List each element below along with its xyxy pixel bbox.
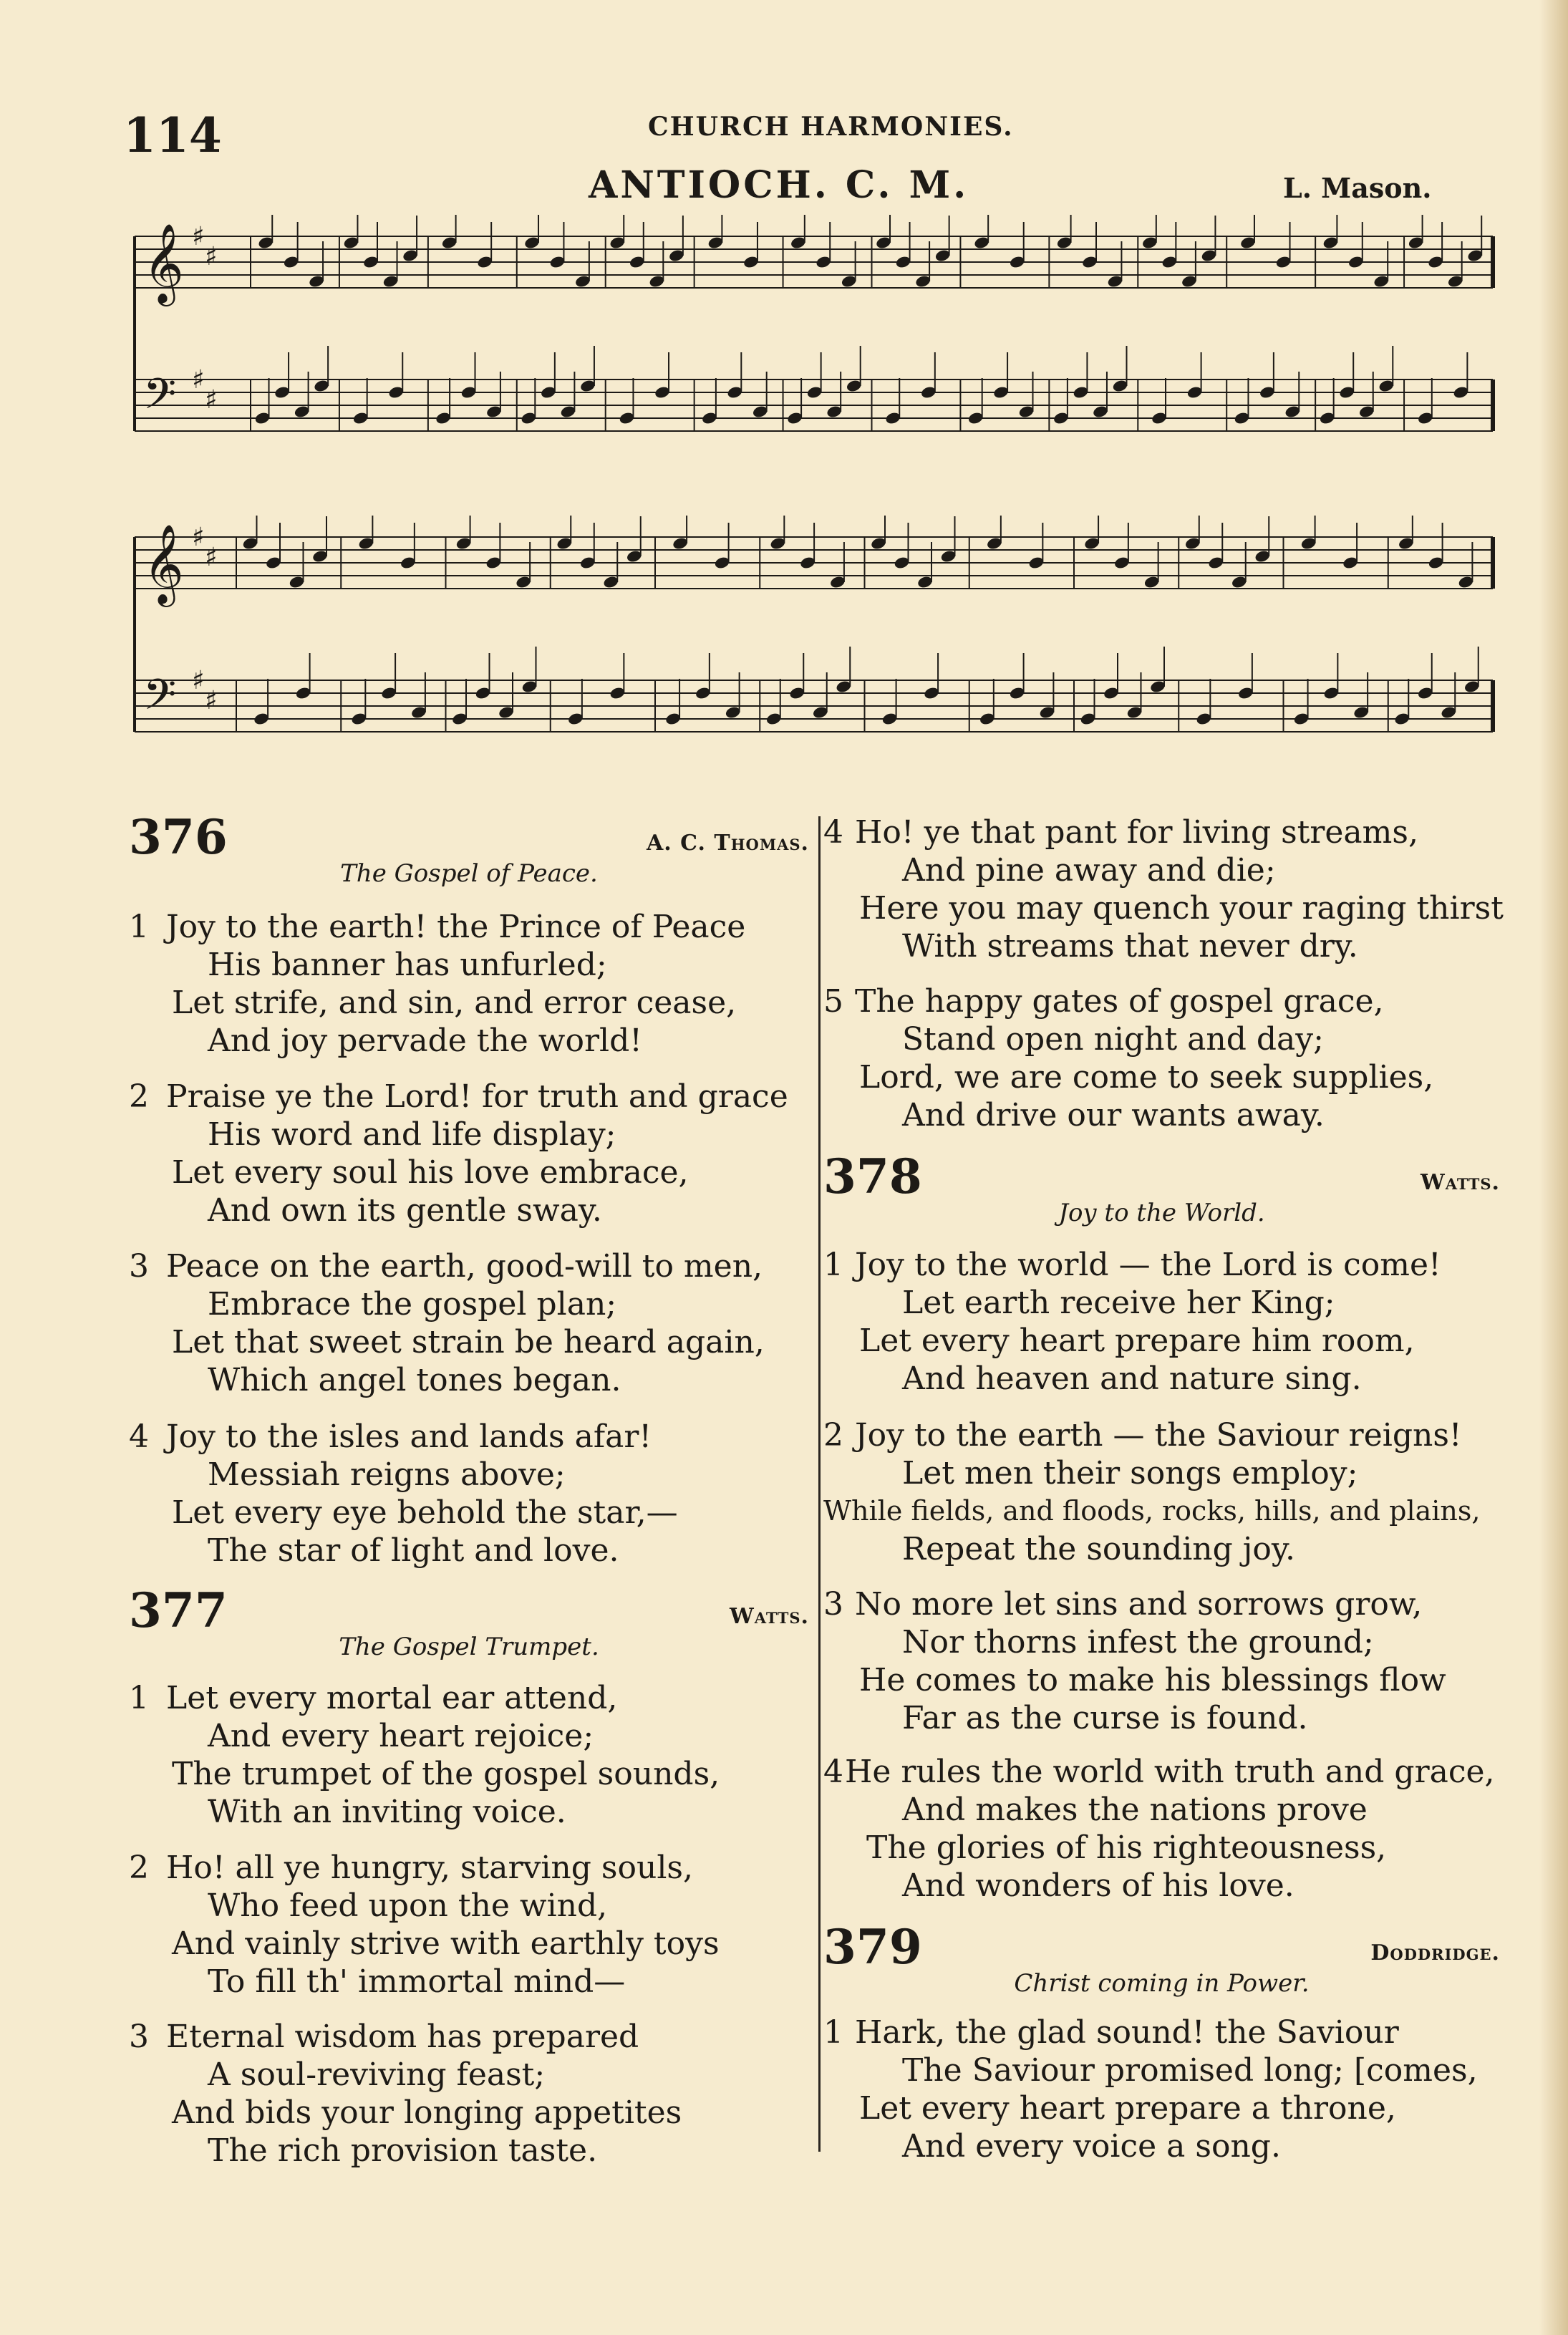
hymn-377-verse-2	[129, 1849, 845, 2001]
sharp-icon: ♯	[205, 543, 218, 572]
verse-number: 2	[129, 1850, 149, 1886]
verse-line: Which angel tones began.	[208, 1362, 621, 1398]
verse-line: With streams that never dry.	[902, 928, 1358, 965]
verse-line: Messiah reigns above;	[208, 1456, 566, 1493]
sharp-icon: ♯	[205, 385, 218, 415]
verse-line: And makes the nations prove	[902, 1792, 1368, 1828]
sharp-icon: ♯	[192, 365, 205, 395]
sharp-icon: ♯	[205, 242, 218, 271]
hymn-subtitle: The Gospel Trumpet.	[339, 1633, 599, 1661]
hymn-376-verse-1	[129, 908, 845, 1060]
verse-line: He rules the world with truth and grace,	[845, 1754, 1495, 1790]
sharp-icon: ♯	[192, 666, 205, 695]
hymn-number: 379	[823, 1919, 922, 1975]
verse-line: And own its gentle sway.	[208, 1192, 602, 1229]
hymn-377-verse-3	[129, 2018, 845, 2170]
hymn-377-verse-1	[129, 1679, 845, 1831]
verse-line: With an inviting voice.	[208, 1794, 566, 1830]
verse-line: Let every heart prepare a throne,	[859, 2090, 1396, 2127]
verse-line: Hark, the glad sound! the Saviour	[855, 2014, 1399, 2051]
verse-line: The trumpet of the gospel sounds,	[172, 1756, 720, 1792]
hymn-subtitle: Joy to the World.	[1058, 1199, 1265, 1227]
hymn-subtitle: Christ coming in Power.	[1014, 1969, 1310, 1998]
verse-line: The glories of his righteousness,	[866, 1829, 1387, 1866]
hymn-378-verse-1	[823, 1246, 1504, 1398]
verse-line: Let every eye behold the star,—	[172, 1494, 678, 1531]
hymn-378-verse-4	[823, 1753, 1504, 1905]
verse-number: 1	[129, 1680, 149, 1716]
verse-line: The Saviour promised long; [comes,	[902, 2052, 1478, 2089]
hymn-author: A. C. Thomas.	[646, 831, 809, 856]
hymn-376-verse-4	[129, 1418, 845, 1570]
verse-line: And pine away and die;	[902, 852, 1276, 889]
verse-line: And every heart rejoice;	[208, 1718, 594, 1754]
verse-line: Let every mortal ear attend,	[166, 1680, 618, 1716]
verse-line: Let earth receive her King;	[902, 1285, 1335, 1321]
verse-line: Who feed upon the wind,	[208, 1887, 608, 1924]
hymn-subtitle: The Gospel of Peace.	[340, 859, 598, 888]
verse-line: Praise ye the Lord! for truth and grace	[166, 1078, 788, 1115]
verse-line: Eternal wisdom has prepared	[166, 2019, 639, 2055]
hymn-378-verse-3	[823, 1585, 1504, 1737]
hymn-number: 376	[129, 809, 228, 865]
verse-line: Let that sweet strain be heard again,	[172, 1324, 765, 1360]
verse-line: Embrace the gospel plan;	[208, 1286, 617, 1323]
hymn-376-header	[129, 809, 809, 888]
verse-line: While fields, and floods, rocks, hills, and plains,	[823, 1495, 1481, 1527]
verse-number: 2	[823, 1417, 843, 1454]
verse-line: And vainly strive with earthly toys	[172, 1925, 720, 1962]
verse-line: The star of light and love.	[208, 1532, 619, 1569]
music-system-1	[129, 215, 1504, 501]
verse-number: 2	[129, 1078, 149, 1115]
verse-number: 3	[823, 1586, 843, 1623]
verse-line: Nor thorns infest the ground;	[902, 1624, 1374, 1660]
verse-line: A soul-reviving feast;	[208, 2056, 546, 2093]
hymn-author: Doddridge.	[1370, 1940, 1500, 1966]
verse-line: Repeat the sounding joy.	[902, 1531, 1295, 1567]
verse-line: The happy gates of gospel grace,	[855, 983, 1384, 1020]
bass-clef-icon: 𝄢	[143, 669, 177, 730]
hymn-378-header	[823, 1149, 1500, 1227]
hymn-377-header	[129, 1582, 809, 1661]
verse-number: 4	[129, 1418, 149, 1455]
verse-line: And joy pervade the world!	[208, 1023, 642, 1059]
verse-line: To fill th' immortal mind—	[208, 1963, 626, 2000]
hymn-377-verse-4	[823, 813, 1504, 965]
sharp-icon: ♯	[192, 222, 205, 251]
verse-number: 1	[129, 909, 149, 945]
page-edge-shading	[1539, 0, 1568, 2335]
verse-line: His word and life display;	[208, 1116, 616, 1153]
running-head: CHURCH HARMONIES.	[648, 112, 1014, 142]
verse-line: He comes to make his blessings flow	[859, 1662, 1446, 1698]
page-number: 114	[123, 107, 222, 163]
treble-clef-icon: 𝄞	[143, 223, 184, 303]
verse-line: And heaven and nature sing.	[902, 1360, 1362, 1397]
verse-line: His banner has unfurled;	[208, 947, 607, 983]
hymn-377-verse-5	[823, 982, 1504, 1134]
verse-line: No more let sins and sorrows grow,	[855, 1586, 1423, 1623]
verse-line: Let strife, and sin, and error cease,	[172, 985, 737, 1021]
verse-line: And bids your longing appetites	[172, 2094, 682, 2131]
hymn-379-header	[823, 1919, 1500, 1998]
tune-title: ANTIOCH. C. M.	[589, 163, 969, 207]
bass-clef-icon: 𝄢	[143, 369, 177, 429]
verse-line: Ho! all ye hungry, starving souls,	[166, 1850, 693, 1886]
verse-line: The rich provision taste.	[208, 2132, 598, 2169]
sharp-icon: ♯	[192, 523, 205, 552]
treble-clef-icon: 𝄞	[143, 523, 184, 604]
sharp-icon: ♯	[205, 686, 218, 715]
hymn-379-verse-1	[823, 2013, 1504, 2165]
verse-line: Joy to the earth! the Prince of Peace	[166, 909, 746, 945]
verse-number: 1	[823, 1247, 843, 1283]
verse-line: Peace on the earth, good-will to men,	[166, 1248, 763, 1285]
verse-line: Let every heart prepare him room,	[859, 1323, 1415, 1359]
verse-line: Joy to the world — the Lord is come!	[855, 1247, 1441, 1283]
verse-line: And every voice a song.	[902, 2128, 1281, 2165]
verse-line: Joy to the isles and lands afar!	[166, 1418, 652, 1455]
verse-line: Here you may quench your raging thirst	[859, 890, 1504, 927]
hymn-378-verse-2	[823, 1416, 1504, 1568]
hymn-number: 377	[129, 1582, 228, 1638]
tune-composer: L. Mason.	[1283, 172, 1432, 204]
verse-line: Lord, we are come to seek supplies,	[859, 1059, 1434, 1096]
verse-number: 4	[823, 814, 843, 851]
verse-number: 5	[823, 983, 843, 1020]
verse-line: And drive our wants away.	[902, 1097, 1325, 1133]
verse-line: Stand open night and day;	[902, 1021, 1324, 1058]
hymn-376-verse-3	[129, 1247, 845, 1399]
verse-line: And wonders of his love.	[902, 1867, 1294, 1904]
verse-number: 3	[129, 1248, 149, 1285]
verse-number: 1	[823, 2014, 843, 2051]
verse-line: Ho! ye that pant for living streams,	[855, 814, 1418, 851]
music-notation-image	[129, 516, 1504, 802]
music-notation-image	[129, 215, 1504, 501]
verse-line: Let men their songs employ;	[902, 1455, 1358, 1492]
hymn-number: 378	[823, 1149, 922, 1204]
hymn-author: Watts.	[1421, 1170, 1500, 1195]
verse-line: Joy to the earth — the Saviour reigns!	[855, 1417, 1462, 1454]
music-system-2	[129, 516, 1504, 802]
verse-number: 4	[823, 1754, 843, 1790]
verse-line: Far as the curse is found.	[902, 1700, 1308, 1736]
verse-line: Let every soul his love embrace,	[172, 1154, 689, 1191]
verse-number: 3	[129, 2019, 149, 2055]
hymn-author: Watts.	[730, 1604, 809, 1629]
hymn-376-verse-2	[129, 1078, 845, 1229]
